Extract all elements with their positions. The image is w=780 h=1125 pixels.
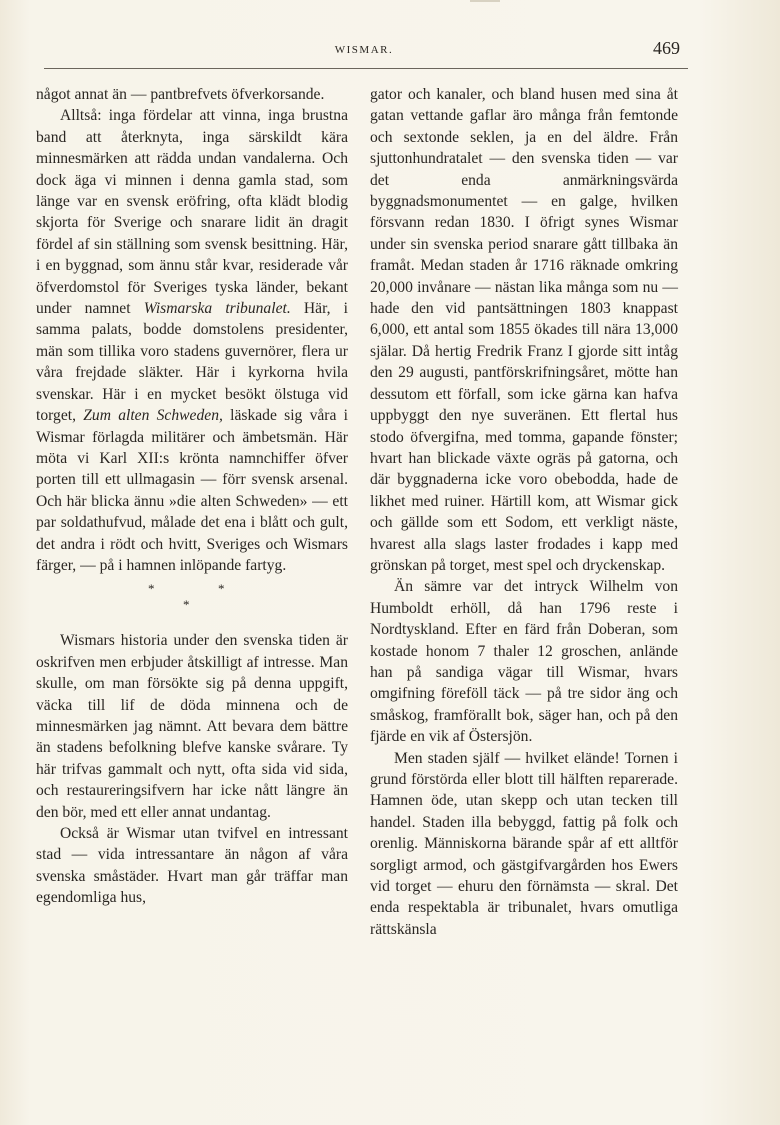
paragraph-continuation: något annat än — pantbrefvets öfverkorsande.	[36, 86, 325, 103]
paragraph-text: Här, i samma palats, bodde domstolens presidenter, män som tillika voro stadens guvernörer, flera ur våra frejdade släkter. Här i kyrkorna hvila svenskar. Här i en mycket besökt ölstuga vid torget,	[36, 300, 349, 425]
page-header	[40, 38, 688, 72]
italic-wismarska-tribunalet: Wismarska tribunalet.	[143, 300, 291, 318]
asterism-star: *	[148, 581, 155, 597]
paragraph-alltsa	[36, 105, 348, 576]
right-column	[370, 84, 678, 940]
asterism-star: *	[183, 597, 190, 613]
paragraph-wismars-historia: Wismars historia under den svenska tiden är oskrifven men erbjuder åtskilligt af intresse. Man skulle, om man försökte sig på denna uppgift, väcka till lif de döda minnena och de minnesmärken jag nämnt. Att bevara dem bättre än stadens befolkning blefve kanske svårare. Ty här trifvas gammalt och nytt, ofta sida vid sida, och restaureringsifvern har icke nått längre än den bör, med ett eller annat undantag.	[36, 632, 348, 821]
paragraph-text: läskade sig våra i Wismar förlagda militärer och ämbetsmän. Här möta vi Karl XII:s krönta namnchiffer öfver porten till ett ullmagasin — förr svensk arsenal. Och här blicka ännu »die alten Schweden» — ett par soldathufvud, målade det ena i blått och gult, det andra i rödt och hvitt, Sveriges och Wismars färger, — på i hamnen inlöpande fartyg.	[36, 407, 348, 574]
running-head: WISMAR.	[334, 44, 394, 56]
left-column	[36, 84, 348, 909]
page-number: 469	[653, 38, 680, 58]
header-rule	[44, 68, 688, 69]
section-asterism	[36, 578, 348, 622]
paragraph-gator: gator och kanaler, och bland husen med sina åt gatan vettande gaflar äro många från femtonde och sextonde seklen, ja en del äldre. Från sjuttonhundratalet — den svenska tiden — var det enda anmärkningsvärda byggnadsmonumentet — en galge, hvilken försvann redan 1830. I öfrigt synes Wismar under sin svenska period snarare gått tillbaka än framåt. Medan staden år 1716 räknade omkring 20,000 invånare — nästan lika många som nu — hade den vid pantsättningen 1803 knappast 6,000, ett antal som 1855 ökades till nära 13,000 själar. Då hertig Fredrik Franz I gjorde sitt intåg den 29 augusti, pantförskrifningsåret, mötte han dessutom ett förfall, som icke gärna kan hafva uppbyggt den nye suveränen. Ett flertal hus stodo öfvergifna, med tomma, gapande fönster; hvart han blickade växte ogräs på gatorna, och där byggnaderna icke voro obebodda, hade de likhet med ruiner. Härtill kom, att Wismar gick och gällde som ett Sodom, ett verkligt näste, hvarest alla slags laster frodades i kapp med grönskan på torget, mest spel och dryckenskap.	[370, 86, 678, 574]
asterism-star: *	[218, 581, 225, 597]
paragraph-humboldt: Än sämre var det intryck Wilhelm von Humboldt erhöll, då han 1796 reste i Nordtyskland. Efter en färd från Doberan, som kostade honom 7 thaler 12 groschen, anlände han på sandiga vägar till Wismar, hvars omgifning föreföll täck — på tre sidor äng och småskog, framförallt bok, säger han, och på den fjärde en vik af Östersjön.	[370, 578, 678, 746]
italic-zum-alten-schweden: Zum alten Schweden,	[83, 407, 223, 425]
paragraph-staden-sjalf: Men staden själf — hvilket elände! Tornen i grund förstörda eller blott till hälften reparerade. Hamnen öde, utan skepp och utan tecken till handel. Staden illa bebyggd, fattig på folk och orenlig. Människorna bärande spår af ett alltför sorgligt armod, och gästgifvargården hos Ewers vid torget — ehuru den förnämsta — skral. Det enda respektabla är tribunalet, hvars omutliga rättskänsla	[370, 749, 678, 938]
top-edge-mark	[470, 0, 500, 2]
paragraph-text: Alltså: inga fördelar att vinna, inga brustna band att återknyta, inga särskildt kära minnesmärken att rädda undan vandalerna. Och dock äga vi minnen i denna gamla stad, som länge var en svensk eröfring, ofta klädt blodig skjorta för Sverige och snarare lidit än dragit fördel af sin ställning som svensk besittning. Här, i en byggnad, som ännu står kvar, residerade vår öfverdomstol för Sveriges tyska länder, bekant under namnet	[36, 107, 348, 318]
paragraph-ocksa: Också är Wismar utan tvifvel en intressant stad — vida intressantare än någon af våra svenska småstäder. Hvart man går träffar man egendomliga hus,	[36, 825, 348, 907]
